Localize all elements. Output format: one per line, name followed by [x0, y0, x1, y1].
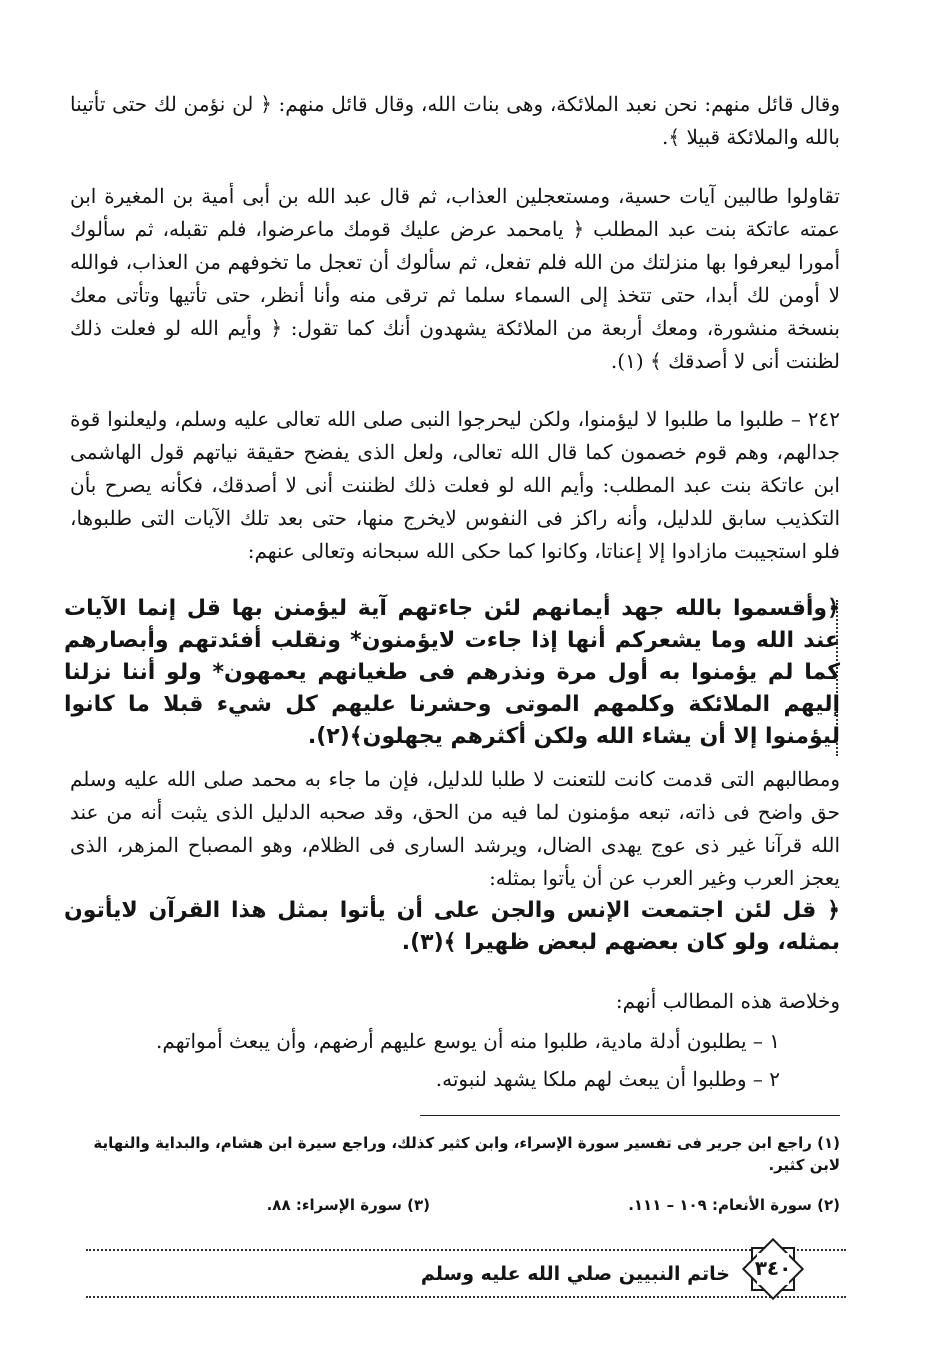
- footnote-rule: [420, 1115, 840, 1116]
- paragraph-5: وخلاصة هذه المطالب أنهم:: [615, 989, 840, 1013]
- quran-quote-1: ﴿وأقسموا بالله جهد أيمانهم لئن جاءتهم آية ليؤمنن بها قل إنما الآيات عند الله وما يشعركم أنها إذا جاءت لايؤمنون* ونقلب أفئدتهم وأبصارهم كما لم يؤمنوا به أول مرة ونذرهم فى طغيانهم يعمهون* ولو أننا نزلنا إليهم الملائكة وكلمهم الموتى وحشرنا عليهم كل شيء قبلا ما كانوا ليؤمنوا إلا أن يشاء الله ولكن أكثرهم يجهلون﴾(٢).: [64, 596, 840, 749]
- footer-line-bottom: [86, 1296, 846, 1298]
- footnote-1: (١) راجع ابن جرير فى تفسير سورة الإسراء، وابن كثير كذلك، وراجع سيرة ابن هشام، والبداية والنهاية لابن كثير.: [93, 1134, 840, 1174]
- paragraph-1: وقال قائل منهم: نحن نعبد الملائكة، وهى بنات الله، وقال قائل منهم: ﴿ لن نؤمن لك حتى تأتينا بالله والملائكة قبيلا ﴾.: [70, 92, 840, 149]
- footnote-3: (٣) سورة الإسراء: ٨٨.: [266, 1196, 430, 1214]
- paragraph-4: ومطالبهم التى قدمت كانت للتعنت لا طلبا للدليل، فإن ما جاء به محمد صلى الله عليه وسلم حق واضح فى ذاته، تبعه مؤمنون لما فيه من الحق، وقد صحبه الدليل الذى يثبت أنه من عند الله قرآنا غير ذى عوج يهدى الضال، ويرشد السارى فى الظلام، وهو المصباح المزهر، الذى يعجز العرب وغير العرب عن أن يأتوا بمثله:: [70, 767, 841, 890]
- quran-quote-2: ﴿ قل لئن اجتمعت الإنس والجن على أن يأتوا بمثل هذا القرآن لايأتون بمثله، ولو كان بعضهم لبعض ظهيرا ﴾(٣).: [64, 898, 840, 955]
- list-item-1: ١ – يطلبون أدلة مادية، طلبوا منه أن يوسع عليهم أرضهم، وأن يبعث أمواتهم.: [156, 1029, 780, 1053]
- book-title: خاتم النبيين صلي الله عليه وسلم: [420, 1263, 730, 1285]
- footer-line-top: [86, 1249, 846, 1251]
- footnote-2: (٢) سورة الأنعام: ١٠٩ – ١١١.: [628, 1196, 840, 1214]
- paragraph-3: ٢٤٢ – طلبوا ما طلبوا لا ليؤمنوا، ولكن ليحرجوا النبى صلى الله تعالى عليه وسلم، وليعلنوا قوة جدالهم، وهم قوم خصمون كما قال الله تعالى، ولعل الذى يفضح حقيقة نياتهم قول الهاشمى ابن عاتكة بنت عبد المطلب: وأيم الله لو فعلت ذلك لظننت أنى لا أصدقك، فكأنه يصرح بأن التكذيب سابق للدليل، وأنه راكز فى النفوس لايخرج منها، حتى بعد تلك الآيات التى طلبوها، فلو استجيبت مازادوا إلا إعناتا، وكانوا كما حكى الله سبحانه وتعالى عنهم:: [70, 407, 840, 563]
- paragraph-2: تقاولوا طالبين آيات حسية، ومستعجلين العذاب، ثم قال عبد الله بن أبى أمية بن المغيرة ابن عمته عاتكة بنت عبد المطلب ﴿ يامحمد عرض عليك قومك ماعرضوا، فلم تقبله، ثم سألوك أمورا ليعرفوا بها منزلتك من الله فلم تفعل، ثم سألوك أن تعجل ما تخوفهم من العذاب، فوالله لا أومن لك أبدا، حتى تتخذ إلى السماء سلما ثم ترقى منه وأنا أنظر، حتى تأتيها وتأتى معك بنسخة منشورة، ومعك أربعة من الملائكة يشهدون أنك كما تقول: ﴿ وأيم الله لو فعلت ذلك لظننت أنى لا أصدقك ﴾ (١).: [70, 184, 840, 373]
- list-item-2: ٢ – وطلبوا أن يبعث لهم ملكا يشهد لنبوته.: [435, 1067, 780, 1091]
- page-number: ٣٤٠: [754, 1256, 792, 1280]
